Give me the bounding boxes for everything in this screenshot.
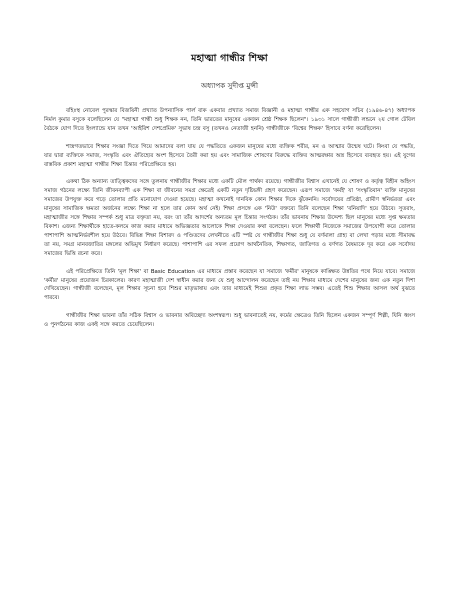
paragraph-1: বহিঃস্থ নোবেল পুরস্কার বিজয়িনী প্রখ্যাত উপন্যাসিক পার্ল বাক একবার প্রখ্যাত সমাজ বিজ্ঞানী ও মহাত্মা গান্ধীর এক সহযোগ সচিব (১৯৪৬-৪৭) অধ্যাপক নির্মল কুমার বসুকে বলেছিলেন যে "মহাত্মা গান্ধী শুধু শিক্ষক নন, তিনি ভারতের মানুষের একজন শ্রেষ্ঠ শিক্ষক ছিলেন"। ১৯৩১ সালে গান্ধীজী লন্ডনে ২য় গোল টেবিল বৈঠকে যোগ দিতে ইংল্যান্ডে যান তখন 'আইরিশ দেশপ্রেমিক' সুভাষ চন্দ্র বসু (তখনও নেতাজী হননি) গান্ধীজীকে 'বিশ্বের শিক্ষক' হিসাবে বর্ণনা করেছিলেন। <box>44 108 415 132</box>
paragraph-3: একথা ঠিক অন্যান্য তাত্ত্বিকদের সঙ্গে তুলনায় গান্ধীজীর শিক্ষার মধ্যে একটি মৌল পার্থক্য রয়েছে। গান্ধীজীর বিশ্বাস এখানেই যে শোষণ ও কর্তৃত্ব বিহীন অহিংস সমাজ গঠনের লক্ষ্যে তিনি জীবনব্যাপী এক শিক্ষা বা জীবনের সমগ্র ক্ষেত্রেই একটি নতুন দৃষ্টিভঙ্গী গ্রহণ করেছেন। এরূপ সমাজে 'কর্মই' যা 'সংস্কৃতিবান' ব্যক্তি মানুষের সমাজের উপযুক্ত করে গড়ে তোলার প্রতি মনোযোগ দেওয়া হয়েছে। মহাত্মা কখনোই দানবিক কোন শিক্ষার দিকে ঝুঁকেননি। সর্বোদয়ের প্রতিষ্ঠা, গ্রামীণ স্বনির্ভরতা এবং মানুষের সামাজিক ক্ষমতা অর্জনের লক্ষ্যে শিক্ষা না হলে তার কোন অর্থ নেই। শিক্ষা প্রসঙ্গে এক 'নিউ' বক্তব্যে তিনি বলেছেন শিক্ষা 'বনিয়াদি' হয়ে উঠবে। সুতরাং, মহাত্মাজীর সঙ্গে শিক্ষার সম্পর্ক শুধু মাত্র বক্তৃতা নয়, বরং তা তাঁর আদর্শের অন্যতম মূল চিন্তার সংগঠক। তাঁর ভাবনায় শিক্ষার উদ্দেশ্য ছিল মানুষের মধ্যে সুপ্ত ক্ষমতার বিকাশ। এজন্য শিক্ষার্থীকে হাতে-কলমে কাজ করার মাধ্যমে অভিজ্ঞতার আলোকে শিক্ষা দেওয়ার কথা বলেছেন। ফলে শিক্ষার্থী নিজেকে সমাজের উপযোগী করে তোলার পাশাপাশি আত্মনির্ভরশীল হয়ে উঠবে। বিভিন্ন শিক্ষা বিশারদ ও পণ্ডিতদের লেখনীতে এটি স্পষ্ট যে গান্ধীজীর শিক্ষা শুধু যে বর্ণমালা গ্রাহ্য বা লেখা পড়ার মধ্যে সীমাবদ্ধ তা নয়, সমগ্র মানবজাতির মঙ্গলের অভিমুখ নির্ধারণ করেছে। পাশাপাশি এর সফল প্রয়োগ আর্থনৈতিক, শিক্ষাগত, জাতিগত ও বর্ণগত বৈষম্যকে দূর করে এক সর্বোদয় সমাজের ভিত্তি রচনা করে। <box>44 179 415 257</box>
paragraph-4: এই পরিপ্রেক্ষিতে তিনি 'মূল শিক্ষা' বা Basic Education এর মাধ্যমে প্রস্তাব করেছেন যা সমাজে 'কর্মীর' মানুষকে কাঙ্ক্ষিত উন্নতির পথে নিয়ে যাবে। সমাজে 'কর্মীর' মানুষের প্রয়োজন চিরকালের। কারণ মহাত্মাজী দেশ স্বাধীন করার জন্য যে শুধু আন্দোলন করেছেন তাই নয় শিক্ষার মাধ্যমে দেশের মানুষের জন্য এক নতুন দিশা দেখিয়েছেন। গান্ধীজী বলেছেন, মূল শিক্ষার সূচনা হবে শিশুর মাতৃভাষায় এবং তার মাধ্যমেই শিশুর প্রকৃত শিক্ষা লাভ সম্ভব। এতেই শিশু শিক্ষার আসল অর্থ বুঝতে পারবে। <box>44 268 415 302</box>
document-title: মহাত্মা গান্ধীর শিক্ষা <box>191 53 268 64</box>
paragraph-5: গান্ধীজীর শিক্ষা ভাবনা তাঁর সঠিক বিশ্বাস ও ভাবনার অবিচ্ছেদ্য অংশস্বরূপ। শুধু ভাবনাতেই নয়, কর্মের ক্ষেত্রেও তিনি ছিলেন একজন সম্পূর্ণ শিল্পী, যিনি ধ্বংস ও পুনর্গঠনের কাজ একই সঙ্গে করতে চেয়েছিলেন। <box>44 313 415 329</box>
document-author: অধ্যাপক সুদীপ্ত মুন্সী <box>200 81 259 90</box>
paragraph-2: শাস্ত্রগতভাবে শিক্ষার সংজ্ঞা দিতে গিয়ে আমাদের বলা যায় যে পদ্ধতিতে একজন মানুষের মধ্যে ব্যক্তিক শরীর, মন ও আত্মার উন্মেষ ঘটে। কিংবা যে পদ্ধতি, যার দ্বারা ব্যক্তিকে সমাজ, সংস্কৃতি এবং ঐতিহ্যের অংশ হিসেবে তৈরী করা হয় এবং সামাজিক শোষণের বিরুদ্ধে ব্যক্তির আত্মরক্ষার অস্ত্র হিসেবে ব্যবহৃত হয়। এই যুগের বাস্তবিক প্রকাশ মহাত্মা গান্ধীর শিক্ষা চিন্তার পরিপ্রেক্ষিতে হয়। <box>44 143 415 168</box>
